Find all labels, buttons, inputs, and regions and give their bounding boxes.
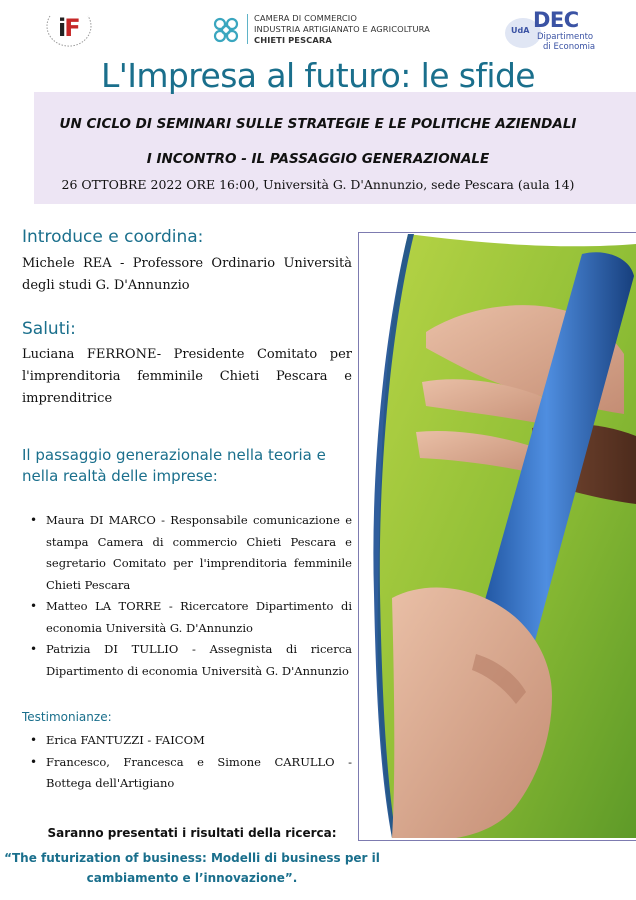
list-item: • Erica FANTUZZI - FAICOM [22,730,352,752]
photo-frame-bottom [358,840,636,841]
series-subtitle: UN CICLO DI SEMINARI SULLE STRATEGIE E LE POLITICHE AZIENDALI [59,116,577,132]
if-logo [42,8,98,52]
list-item: • Patrizia DI TULLIO - Assegnista di ricerca Dipartimento di economia Università G. D'Annunzio [22,639,352,682]
camera-commercio-emblem-icon [210,14,242,46]
dec-logo-wordmark: DEC [533,8,579,32]
list-item: • Maura DI MARCO - Responsabile comunicazione e stampa Camera di commercio Chieti Pescara e segretario Comitato per l'imprenditoria femminile Chieti Pescara [22,510,352,596]
camera-commercio-line3: CHIETI PESCARA [254,35,332,45]
research-intro: Saranno presentati i risultati della ricerca: [47,826,337,840]
dec-logo-subtitle: Dipartimento di Economia [537,32,596,52]
photo-frame-top [358,232,636,233]
list-item: • Matteo LA TORRE - Ricercatore Dipartimento di economia Università G. D'Annunzio [22,596,352,639]
date-line: 26 OTTOBRE 2022 ORE 16:00, Università G. D'Annunzio, sede Pescara (aula 14) [61,177,575,192]
if-logo-mark: iF [58,14,79,42]
baton-handoff-photo [356,214,636,838]
camera-commercio-line1: CAMERA DI COMMERCIO [254,13,357,23]
passaggio-heading: Il passaggio generazionale nella teoria e nella realtà delle imprese: [22,446,326,485]
research-title: “The futurization of business: Modelli di business per il cambiamento e l’innovazione”. [4,851,380,885]
meeting-title: I INCONTRO - IL PASSAGGIO GENERAZIONALE [146,151,490,167]
intro-heading: Introduce e coordina: [22,227,204,247]
speakers-list [22,510,352,682]
testimonianze-list [22,730,352,795]
camera-commercio-line2: INDUSTRIA ARTIGIANATO E AGRICOLTURA [254,24,430,34]
photo-frame-left [358,232,359,840]
intro-text: Michele REA - Professore Ordinario Università degli studi G. D'Annunzio [22,256,352,293]
camera-commercio-logo [210,10,460,50]
saluti-heading: Saluti: [22,319,76,339]
camera-commercio-separator [247,14,248,44]
list-item: • Francesco, Francesca e Simone CARULLO - Bottega dell'Artigiano [22,752,352,795]
dec-logo-uda: UdA [511,26,530,35]
dec-logo [505,8,605,54]
saluti-text: Luciana FERRONE- Presidente Comitato per l'imprenditoria femminile Chieti Pescara e imprenditrice [22,347,352,406]
testimonianze-heading: Testimonianze: [22,710,112,724]
page-title: L'Impresa al futuro: le sfide [100,56,536,95]
